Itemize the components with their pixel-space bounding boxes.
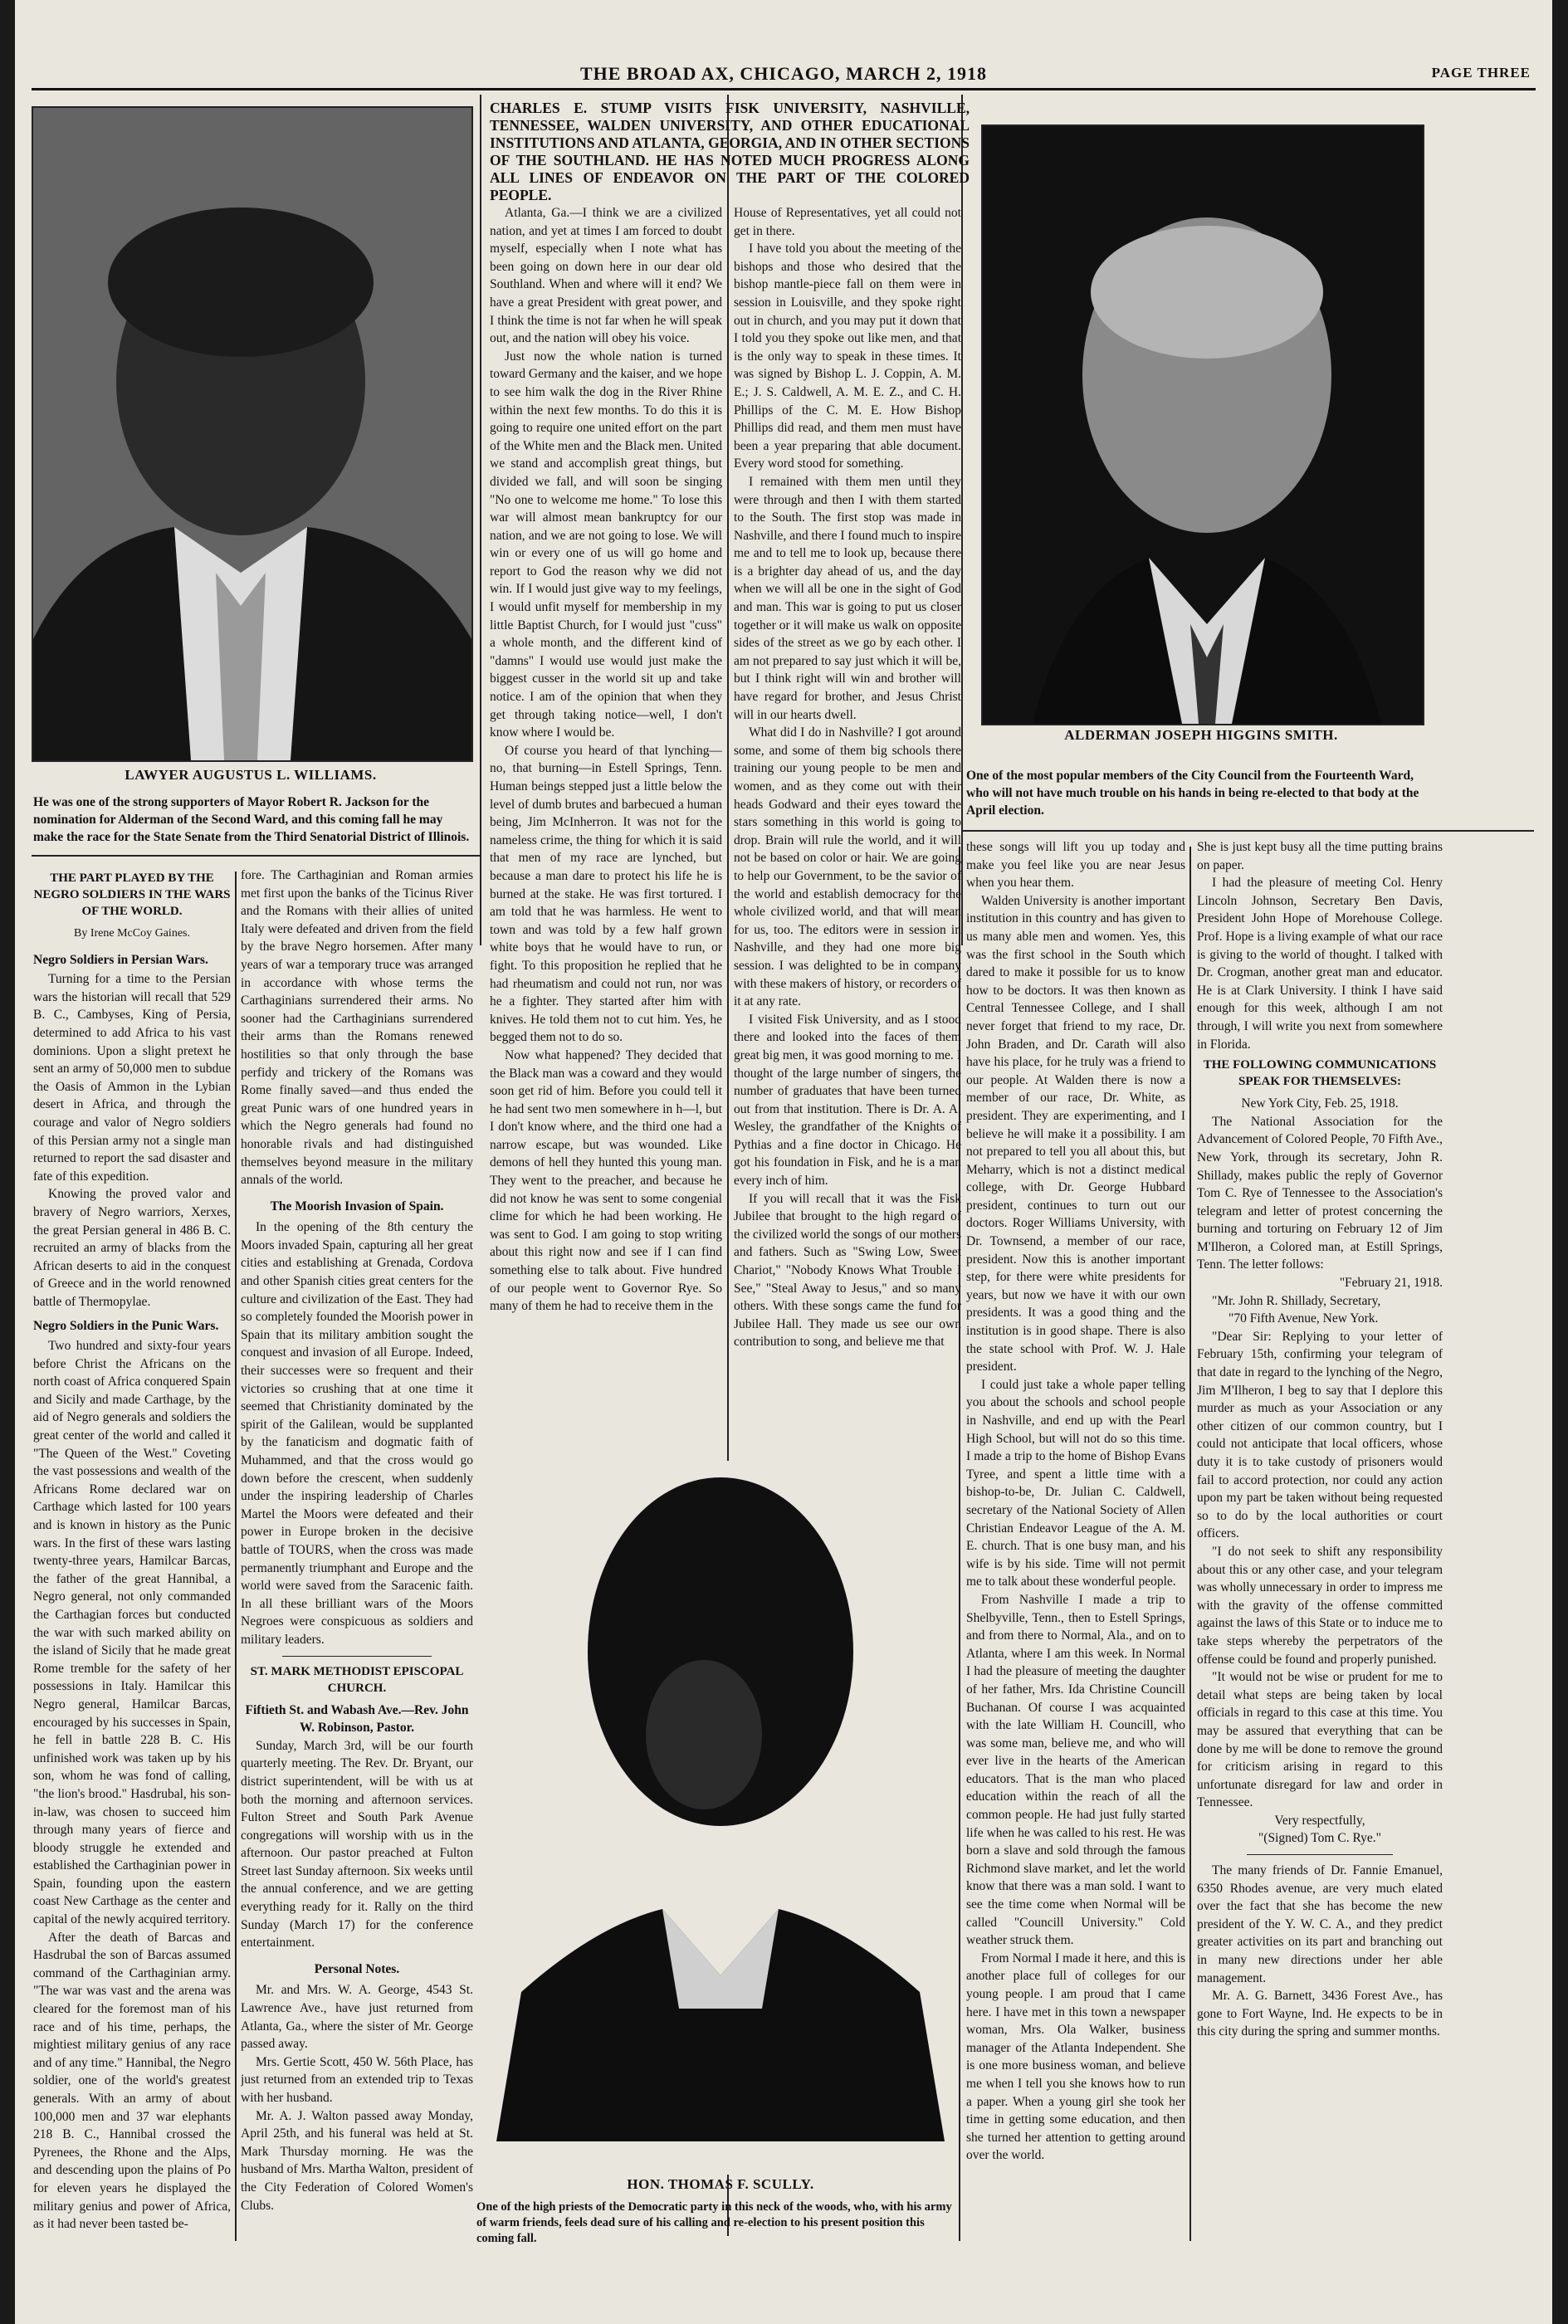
- stump-paragraph: I could just take a whole paper telling you about the schools and school people in Nashville, and end up with the Pearl High School, but will not do so this time. I made a trip to the home of Bishop Evans Tyree, and spent a little time with a bishop-to-be, Dr. Julian C. Caldwell, secretary of the National Society of Allen Christian Endeavor League of the A. M. E. church. That is one busy man, and his wife is by his side. Time will not permit me to talk about these wonderful people.: [966, 1377, 1185, 1589]
- article-paragraph: Turning for a time to the Persian wars the historian will recall that 529 B. C., Cambyses, King of Persia, determined to add Africa to his vast dominions. Upon a slight pretext he sent an army of 50,000 men to subdue the Oasis of Ammon in the Lybian desert in Africa, and through the courage and valor of Negro soldiers of this Persian army not a single man returned to report the sad disaster and fate of this expedition.: [33, 972, 231, 1184]
- williams-portrait-image: [33, 108, 471, 760]
- personal-note: Mr. A. G. Barnett, 3436 Forest Ave., has gone to Fort Wayne, Ind. He expects to be in this city during the spring and summer months.: [1197, 1989, 1443, 2039]
- stump-paragraph: Walden University is another important institution in this country and has given to us many able men and women. Yes, this was the first school in the South which dared to make it possible for us to know how to be doctors. It was then known as Central Tennessee College, and I shall never forget that friend to my race, Dr. John Braden, and Dr. Carath will also have his place, for he truly was a friend to our people. At Walden there is now a member of our race, Dr. White, as president. They are experimenting, and I believe he will make it a possibility. I am not prepared to tell you all about this, but Meharry, which is not a distinct medical college, with Dr. George Hubbard president, continues to turn out our doctors. Roger Williams University, with Dr. Townsend, a member of our race, president. Now this is another important step, for there were white presidents for years, but now we have it with our own presidents. It was a good thing and the institution is in good shape. There is also the state school with Prof. W. J. Hale president.: [966, 893, 1185, 1374]
- stump-paragraph: She is just kept busy all the time putting brains on paper.: [1197, 840, 1443, 872]
- right-column: [1197, 838, 1443, 2241]
- smith-portrait: [981, 124, 1424, 725]
- subhead: Negro Soldiers in Persian Wars.: [33, 952, 208, 967]
- smith-subcaption: One of the most popular members of the City Council from the Fourteenth Ward, who will not have much trouble on his hands in being re-elected to that body at the April election.: [966, 769, 1419, 818]
- scully-portrait: [496, 1461, 945, 2175]
- stump-paragraph: I had the pleasure of meeting Col. Henry Lincoln Johnson, Secretary Ben Davis, President John Hope of Morehouse College. Prof. Hope is a living example of what our race is giving to the world of thought. I talked with Dr. Crogman, another great man and educator. He is at Clark University. I think I have said enough for this week, although I am not through, I will write you next from somewhere in Florida.: [1197, 876, 1443, 1052]
- smith-caption: ALDERMAN JOSEPH HIGGINS SMITH.: [1064, 727, 1338, 743]
- williams-portrait: [32, 106, 473, 762]
- naacp-heading: THE FOLLOWING COMMUNICATIONS SPEAK FOR THEMSELVES:: [1203, 1058, 1437, 1089]
- church-paragraph: Sunday, March 3rd, will be our fourth quarterly meeting. The Rev. Dr. Bryant, our district superintendent, will be with us at both the morning and afternoon services. Fulton Street and South Park Avenue congregations will worship with us in the afternoon. Our pastor preached at Fulton Street last Sunday afternoon. Six weeks until the annual conference, and we are getting everything ready for it. Rally on the third Sunday (March 17) for the conference entertainment.: [241, 1738, 473, 1950]
- stump-headline: CHARLES E. STUMP VISITS FISK UNIVERSITY, NASHVILLE, TENNESSEE, WALDEN UNIVERSITY, AND OTHER EDUCATIONAL INSTITUTIONS AND ATLANTA, GEORGIA, AND IN OTHER SECTIONS OF THE SOUTHLAND. HE HAS NOTED MUCH PROGRESS ALONG ALL LINES OF ENDEAVOR ON THE PART OF THE COLORED PEOPLE.: [490, 100, 970, 203]
- subhead: Negro Soldiers in the Punic Wars.: [33, 1319, 219, 1334]
- stump-column-2: [734, 204, 961, 1444]
- stump-column-1: [490, 204, 722, 1444]
- masthead: [32, 60, 1536, 90]
- personal-note: The many friends of Dr. Fannie Emanuel, 6350 Rhodes avenue, are very much elated over the fact that she has become the new president of the Y. W. C. A., and they predict greater activities on its part and branching out in many new directions under her able management.: [1197, 1863, 1443, 1985]
- personal-note: Mrs. Gertie Scott, 450 W. 56th Place, has just returned from an extended trip to Texas with her husband.: [241, 2054, 473, 2105]
- personal-note: Mr. and Mrs. W. A. George, 4543 St. Lawrence Ave., have just returned from Atlanta, Ga., where the sister of Mr. George passed away.: [241, 1983, 473, 2052]
- negro-soldiers-column-1: [33, 867, 231, 2238]
- williams-caption: LAWYER AUGUSTUS L. WILLIAMS.: [125, 767, 377, 783]
- byline: By Irene McCoy Gaines.: [74, 927, 190, 940]
- stump-paragraph: What did I do in Nashville? I got around some, and some of them big schools there training our young people to be men and women, and as they come out with their heads Godward and their eyes toward the stars something in this world is going to drop. Brain will rule the world, and it will not be based on color or hair. We are going to help our Government, to be the savior of the world and establish democracy for the whole civilized world, and that will mean for us, too. The editors were in session in Nashville, and they had one more big session. I was delighted to be in company with these makers of history, or recorders of it at any rate.: [734, 725, 961, 1009]
- personal-notes-heading: Personal Notes.: [314, 1961, 400, 1976]
- subhead: The Moorish Invasion of Spain.: [270, 1199, 444, 1213]
- negro-soldiers-column-2: [241, 867, 473, 2238]
- letter-body: "It would not be wise or prudent for me to detail what steps are being taken by local officials in regard to this case at this time. You may be assured that everything that can be done by me will be done to remove the ground for criticism arising in regard to this unfortunate disregard for law and order in Tennessee.: [1197, 1670, 1443, 1810]
- article-paragraph: In the opening of the 8th century the Moors invaded Spain, capturing all her great cities and establishing at Grenada, Cordova and other Spanish cities great centers for the culture and civilization of the East. They had so completely founded the Moorish power in Spain that its military ambition sought the conquest and invasion of all Europe. Indeed, their successes were so frequent and their victories so crushing that at one time it seemed that Christianity dominated by the spirit of the Galilean, would be supplanted by the fanaticism and dogmatic faith of Muhammed, and that the cross would go down before the crescent, when suddenly under the inspiring leadership of Charles Martel the Moors were defeated and their power in Europe broken in the decisive battle of TOURS, when the cross was made permanently triumphant and Europe and the world were saved from the Saracenic faith. In all these brilliant wars of the Moors Negroes were conspicuous as soldiers and military leaders.: [241, 1220, 473, 1647]
- stump-paragraph: From Nashville I made a trip to Shelbyville, Tenn., then to Estell Springs, and from there to Normal, Ala., and on to Atlanta, where I am this week. In Normal I had the pleasure of meeting the daughter of her father, Mrs. Ida Christine Councill Buchanan. Of course I was acquainted with the late William H. Councill, who was some man, believe me, and who will ever live in the hearts of the American educators. That is the man who placed education within the reach of all the common people. He had just fully started life when he was called to his rest. He was born a slave and sold through the famous Richmond slave market, and let the world know that there was a man sold. I want to see the time come when Normal will be called "Councill University." Cold weather struck them.: [966, 1592, 1185, 1948]
- page-number: PAGE THREE: [1431, 65, 1531, 81]
- stump-column-3: [966, 838, 1185, 2233]
- stump-paragraph: I have told you about the meeting of the bishops and those who desired that the bishop mantle-piece fall on them were in session in Louisville, and they spoke right out in church, and you may put it down that I told you they spoke out like men, and that is the only way to speak in these times. It was signed by Bishop L. J. Coppin, A. M. E.; J. S. Caldwell, A. M. E. Z., and C. H. Phillips of the C. M. E. How Bishop Phillips did read, and them men must have been a year preparing that able document. Every word stood for something.: [734, 242, 961, 471]
- masthead-title: THE BROAD AX, CHICAGO, MARCH 2, 1918: [579, 63, 988, 84]
- section-rule: [32, 855, 480, 857]
- letter-closing: Very respectfully,: [1274, 1813, 1365, 1828]
- stump-paragraph: From Normal I made it here, and this is another place full of colleges for our young people. I am proud that I came here. I have met in this town a newspaper woman, Mrs. Ola Walker, business manager of the Atlanta Independent. She is one more business woman, and believe me when I tell you she knows how to run a paper. When a young girl she took her time in getting some education, and then she turned her attention to getting around over the world.: [966, 1950, 1185, 2163]
- smith-portrait-image: [983, 126, 1423, 724]
- section-rule: [961, 830, 1534, 832]
- naacp-dateline: New York City, Feb. 25, 1918.: [1241, 1096, 1399, 1111]
- church-heading: ST. MARK METHODIST EPISCOPAL CHURCH.: [250, 1664, 464, 1695]
- column-rule: [235, 872, 237, 2241]
- column-rule: [1189, 847, 1191, 2241]
- stump-paragraph: I visited Fisk University, and as I stood there and looked into the faces of them great big men, it was good morning to me. I thought of the large number of singers, the number of graduates that have been turned out from that institution. There is Dr. A. A. Wesley, the grandfather of the Knights of Pythias and a fine doctor in Chicago. He got his foundation in Fisk, and he is a man every inch of him.: [734, 1012, 961, 1189]
- letter-address: "Mr. John R. Shillady, Secretary,: [1212, 1293, 1381, 1308]
- stump-paragraph: Of course you heard of that lynching—no, that burning—in Estell Springs, Tenn. Human beings stepped just a little below the level of dumb brutes and barbecued a human being, Jim McInherron. It was not for the nameless crime, the thing for which it is said that men of my race are lynched, but because a man dare to protect his life he is burned at the stake. He was first tortured. I am told that he was harmless. He went to town and was told by a few half grown white boys that he would have to run, or fight. To this proposition he replied that he had rheumatism and could not run, nor was he a fighter. They started after him with knives. He told them not to cut him. Yes, he begged them not to do so.: [490, 743, 722, 1045]
- stump-paragraph: Just now the whole nation is turned toward Germany and the kaiser, and we hope to see him walk the dog in the River Rhine within the next few months. To do this it is going to require one united effort on the part of the White men and the Black men. United we stand and accomplish great things, but divided we fall, and will soon be singing "No one to welcome me home." To lose this war will almost mean bankruptcy for our nation, and we are not going to lose. We will win or every one of us will go home and report to God the reason why we did not win. If I would just give way to my feelings, I would unfit myself for membership in my little Baptist Church, for I would just "cuss" a whole month, and the different kind of "damns" I would use would just make the biggest cusser in the world sit up and take notice. I am of the opinion that when they get through taking notice—well, I don't know where I would be.: [490, 349, 722, 740]
- scully-portrait-image: [496, 1461, 945, 2175]
- stump-paragraph: House of Representatives, yet all could not get in there.: [734, 206, 961, 238]
- stump-paragraph: these songs will lift you up today and make you feel like you are near Jesus when you hear them.: [966, 840, 1185, 891]
- williams-subcaption: He was one of the strong supporters of Mayor Robert R. Jackson for the nomination for Alderman of the Second Ward, and this coming fall he may make the race for the State Senate from the Third Senatorial District of Illinois.: [33, 795, 470, 844]
- negro-soldiers-heading: THE PART PLAYED BY THE NEGRO SOLDIERS IN THE WARS OF THE WORLD.: [33, 872, 231, 918]
- stump-paragraph: Now what happened? They decided that the Black man was a coward and they would soon get rid of him. Before you could tell it he had sent two men somewhere in h—l, but I don't know where, and the third one had a narrow escape, but was wounded. Like demons of hell they hunted this young man. They went to the preacher, and because he did not know he was sent to some congenial clime for which he had been working. He was sent to God. I am going to stop writing about this right now and see if I can find something else to talk about. Five hundred of our people went to Governor Rye. So many of them he had to receive them in the: [490, 1047, 722, 1314]
- stump-paragraph: I remained with them men until they were through and then I with them started to the South. The first stop was made in Nashville, and there I found much to inspire me and to tell me to look up, because there is a brighter day ahead of us, and the day when we will all be one in the sight of God and man. This war is going to put us closer together or it will make us walk on opposite sides of the street as we go by each other. I am not prepared to say just which it will be, but I think right will win and brother will have regard for brother, and Jesus Christ will in our hearts dwell.: [734, 474, 961, 722]
- article-paragraph: After the death of Barcas and Hasdrubal the son of Barcas assumed command of the Carthaginian army. "The war was vast and the arena was cleared for the foremost man of his race and of his time, perhaps, the mightiest military genius of any race and of any time." Hannibal, the Negro soldier, one of the world's greatest generals. With an army of about 100,000 men and 37 war elephants 218 B. C., Hannibal crossed the Pyrenees, the Rhone and the Alps, and descending upon the plains of Po for eleven years he displayed the military genius and power of Africa, as it had never been tasted be-: [33, 1930, 231, 2232]
- newspaper-page: [15, 0, 1552, 2324]
- personal-note: Mr. A. J. Walton passed away Monday, April 25th, and his funeral was held at St. Mark Thursday morning. He was the husband of Mrs. Martha Walton, president of the City Federation of Colored Women's Clubs.: [241, 2108, 473, 2213]
- column-rule: [961, 95, 963, 945]
- letter-body: "Dear Sir: Replying to your letter of February 15th, confirming your telegram of that date in regard to the lynching of the Negro, Jim M'Ilheron, I beg to say that I deplore this murder as much as your Association or any other citizen of our common country, but I could not anticipate that local officers, whose duty it is to take custody of prisoners would fail to accord protection, nor could any action upon my part be taken without being requested so to do by the local authorities or court officers.: [1197, 1329, 1443, 1541]
- letter-date: "February 21, 1918.: [1339, 1276, 1443, 1291]
- letter-body: "I do not seek to shift any responsibility about this or any other case, and your telegram was wholly unnecessary in order to impress me with the gravity of the offense committed against the laws of this State or to induce me to take steps whereby the perpetrators of the offense could be found and properly punished.: [1197, 1544, 1443, 1667]
- stump-paragraph: Atlanta, Ga.—I think we are a civilized nation, and yet at times I am forced to doubt myself, especially when I note what has been going on down here in our dear old Southland. When and where will it end? We have a great President with great power, and I think the time is not far when he will speak out, and the nation will obey his voice.: [490, 206, 722, 346]
- stump-paragraph: If you will recall that it was the Fisk Jubilee that brought to the high regard of the civilized world the songs of our mothers and fathers. Such as "Swing Low, Sweet Chariot," "Nobody Knows What Trouble I See," "Steal Away to Jesus," and so many others. With these songs came the fund for Jubilee Hall. They made us see our own contribution to song, and believe me that: [734, 1191, 961, 1350]
- naacp-intro: The National Association for the Advancement of Colored People, 70 Fifth Ave., New York, through its secretary, John R. Shillady, makes public the reply of Governor Tom C. Rye of Tennessee to the Association's telegram and letter of protest concerning the burning and torturing on February 12 of Jim M'Ilheron, a Colored man, at Estill Springs, Tenn. The letter follows:: [1197, 1114, 1443, 1272]
- article-paragraph: Two hundred and sixty-four years before Christ the Africans on the north coast of Africa conquered Spain and Sicily and made Carthage, by the aid of Negro generals and soldiers the great center of the world and called it "The Queen of the West." Coveting the vast possessions and wealth of the Africans Rome declared war on Carthage which lasted for 100 years and is known in history as the Punic wars. In the first of these wars lasting twenty-three years, Hamilcar Barcas, the father of the great Hannibal, a Negro general, not only commanded the Carthagian forces but conducted the war with such marked ability on the island of Sicily that he made great Rome tremble for the safety of her possessions in Italy. Hamilcar this Negro general, Hamilcar Barcas, encouraged by his successes in Spain, he fell in battle 228 B. C. His unfinished work was taken up by his son, whom he was fond of calling, "the lion's brood." Hasdrubal, his son-in-law, was chosen to succeed him through many years of fierce and bloody struggle he extended and established the Carthaginian power in Spain, founding upon the eastern coast New Carthage as the center and capital of the newly acquired territory.: [33, 1339, 231, 1927]
- article-paragraph: fore. The Carthaginian and Roman armies met first upon the banks of the Ticinus River and the Romans with their allies of united Italy were defeated and driven from the field by the brave Negro horsemen. After many years of war a temporary truce was arranged in accordance with whose terms the Carthaginians surrendered their arms. No sooner had the Carthaginians surrendered their arms than the Romans renewed hostilities so that only through the base perfidy and trickery of the Romans was Rome finally saved—and thus ended the great Punic wars of one hundred years in which the Negro generals had found no honorable rivals and had distinguished themselves beyond measure in the military annals of the world.: [241, 868, 473, 1188]
- letter-signature: "(Signed) Tom C. Rye.": [1258, 1831, 1381, 1846]
- scully-subcaption: One of the high priests of the Democratic party in this neck of the woods, who, with his army of warm friends, feels dead sure of his calling and re-election to his present position this coming fall.: [476, 2200, 952, 2245]
- letter-address: "70 Fifth Avenue, New York.: [1229, 1311, 1379, 1326]
- article-paragraph: Knowing the proved valor and bravery of Negro warriors, Xerxes, the great Persian general in 486 B. C. recruited an army of blacks from the African deserts to aid in the conquest of Greece and in the world renowned battle of Thermopylae.: [33, 1187, 231, 1309]
- scully-caption: HON. THOMAS F. SCULLY.: [627, 2176, 814, 2192]
- church-subheading: Fiftieth St. and Wabash Ave.—Rev. John W. Robinson, Pastor.: [245, 1702, 469, 1736]
- column-rule: [480, 95, 481, 945]
